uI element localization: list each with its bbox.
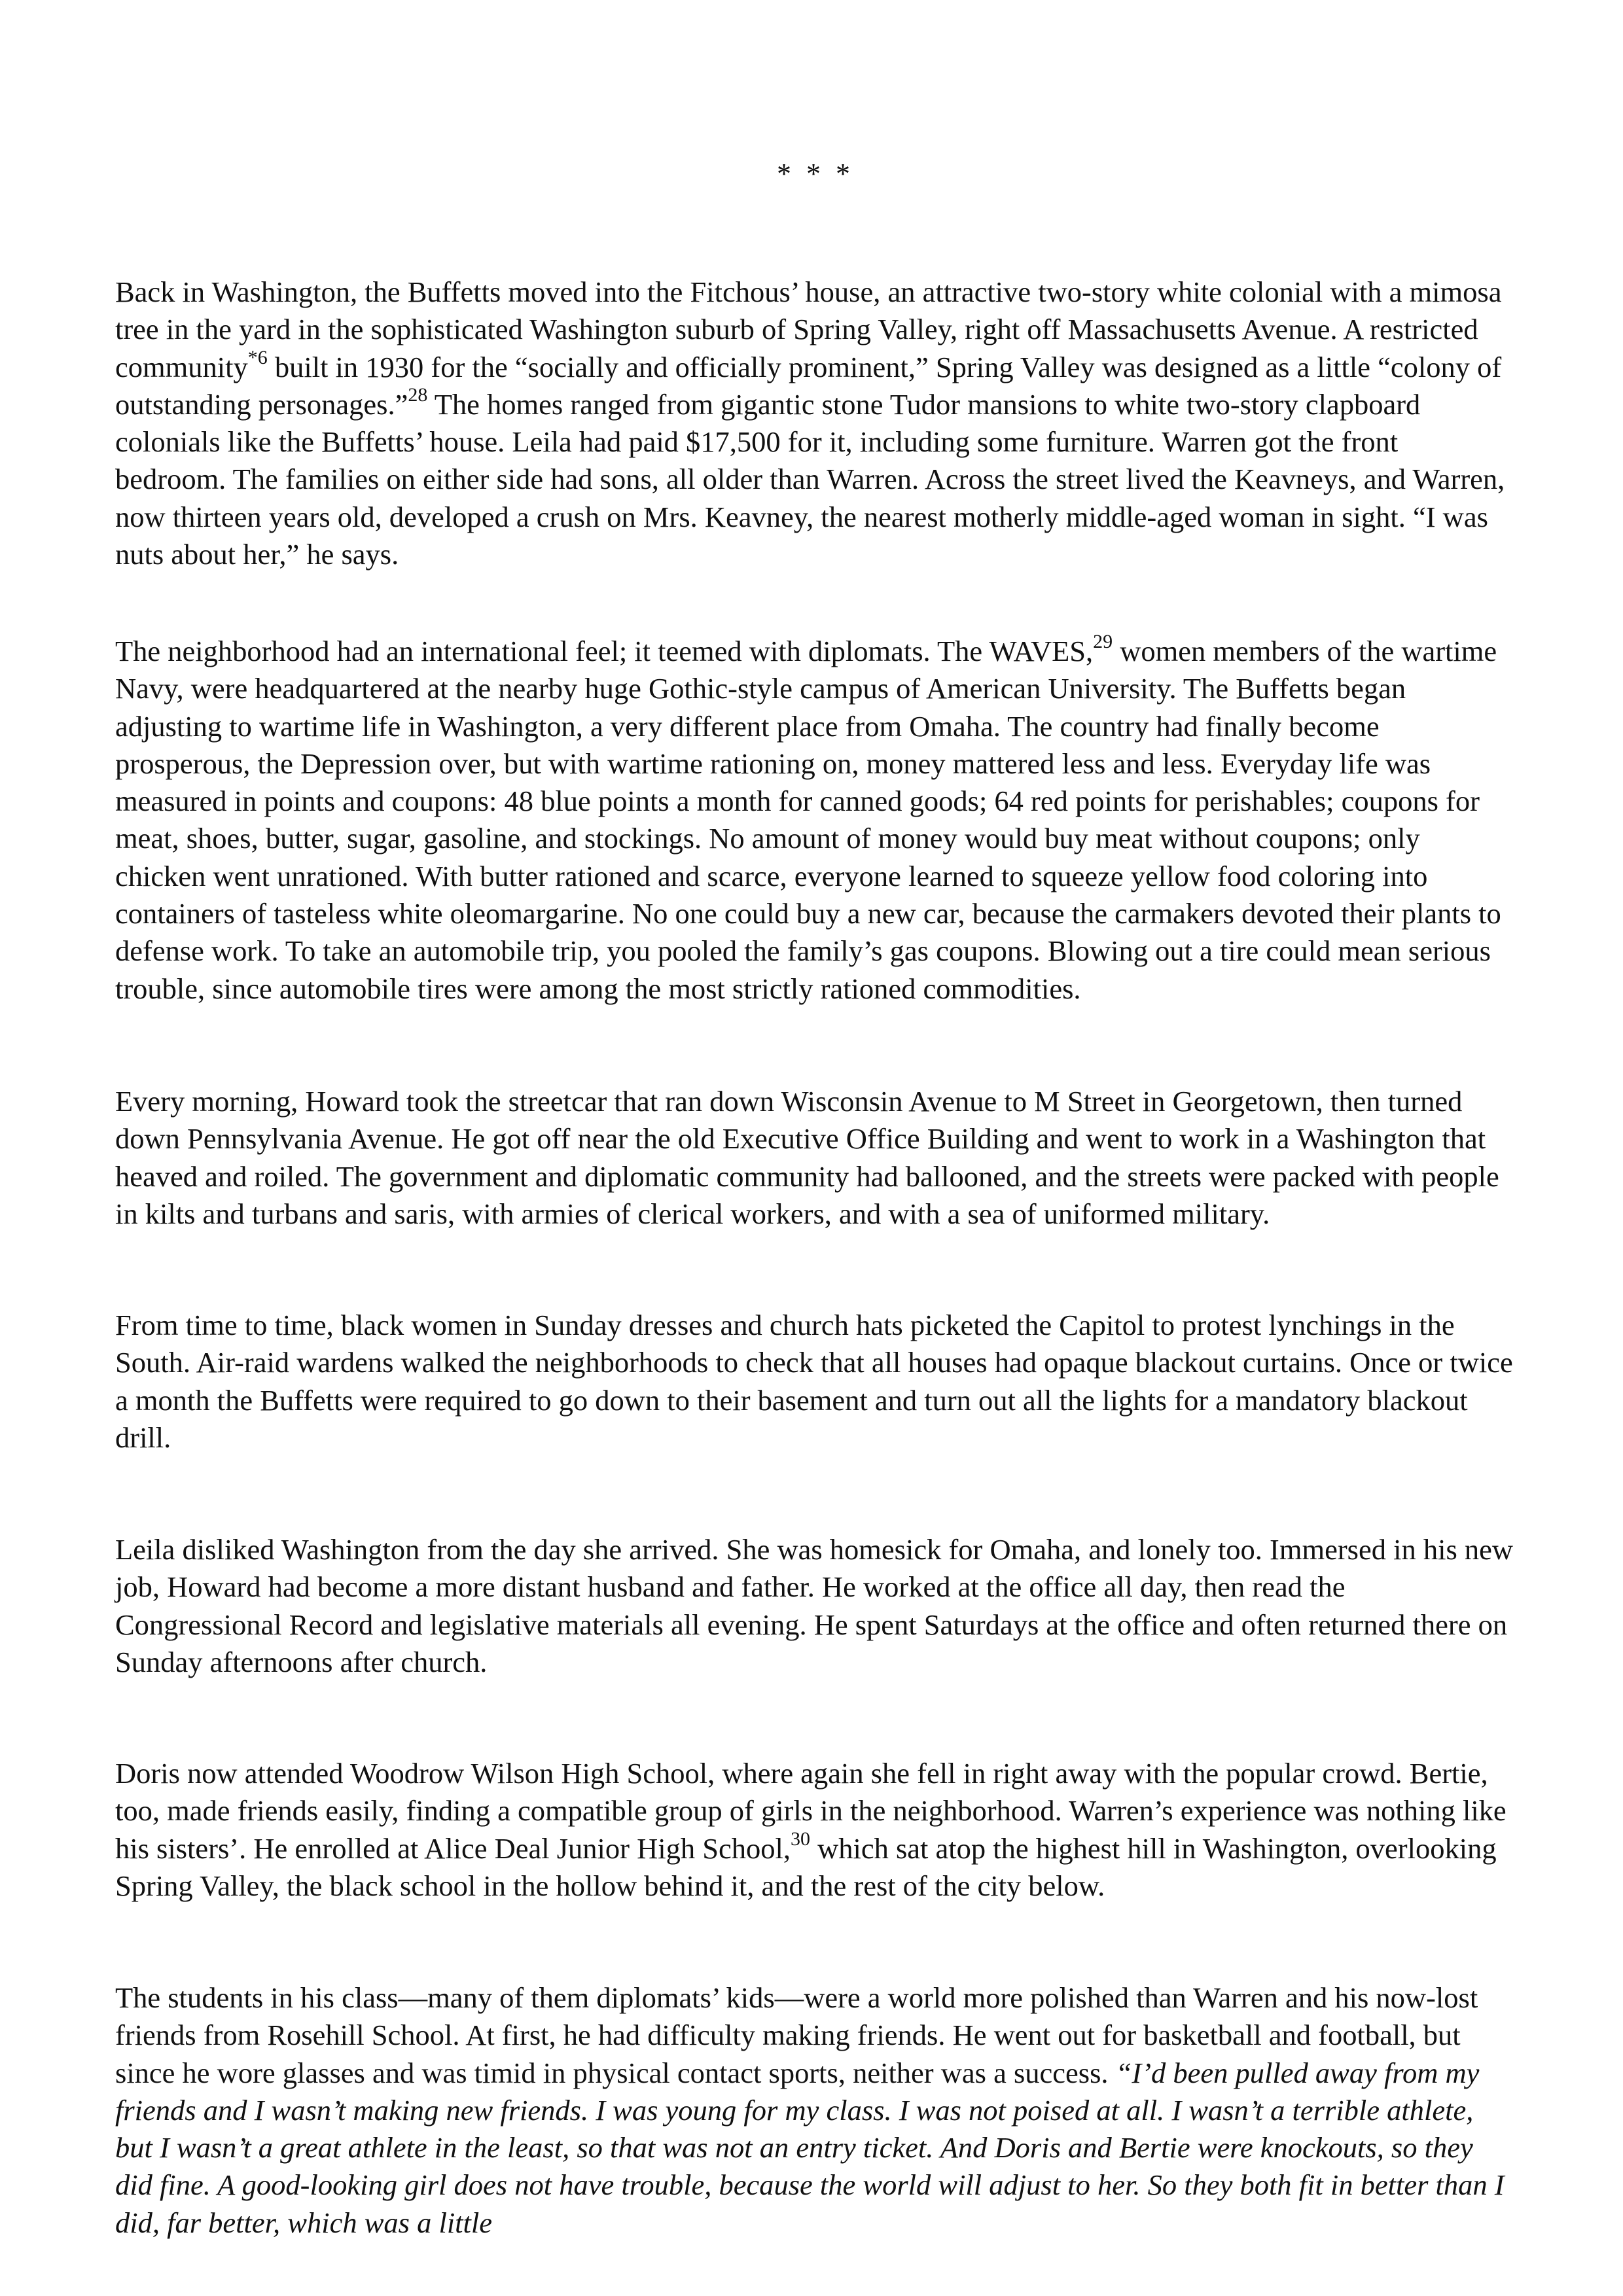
section-separator: * * * — [777, 158, 854, 190]
paragraph-classmates: The students in his class—many of them diplomats’ kids—were a world more polished than Warren and his now-lost friends from Rosehill School. At first, he had difficulty making friends. He went out for basketball and football, but since he wore glasses and was timid in physical contact sports, neither was a success. “I’d been pulled away from my friends and I wasn’t making new friends. I was young for my class. I was not poised at all. I wasn’t a terrible athlete, but I wasn’t a great athlete in the least, so that was not an entry ticket. And Doris and Bertie were knockouts, so they did fine. A good-looking girl does not have trouble, because the world will adjust to her. So they both fit in better than I did, far better, which was a little — [115, 1981, 1505, 2239]
footnote-marker[interactable]: *6 — [247, 346, 268, 368]
endnote-marker[interactable]: 30 — [790, 1828, 810, 1850]
paragraph-leila-homesick: Leila disliked Washington from the day she arrived. She was homesick for Omaha, and lonely too. Immersed in his new job, Howard had become a more distant husband and father. He worked at the office all day, then read the Congressional Record and legislative materials all evening. He spent Saturdays at the office and often returned there on Sunday afternoons after church. — [115, 1533, 1514, 1678]
paragraph-schools: Doris now attended Woodrow Wilson High School, where again she fell in right away with the popular crowd. Bertie, too, made friends easily, finding a compatible group of girls in the neighborhood. Warren’s experience was nothing like his sisters’. He enrolled at Alice Deal Junior High School,$^{30}$ which sat atop the highest hill in Washington, overlooking Spring Valley, the black school in the hollow behind it, and the rest of the city below. — [115, 1757, 1507, 1902]
endnote-marker[interactable]: 29 — [1093, 631, 1113, 652]
paragraph-wartime-life: The neighborhood had an international feel; it teemed with diplomats. The WAVES,$^{29}$ women members of the wartime Navy, were headquartered at the nearby huge Gothic-style campus of American University. The Buffetts began adjusting to wartime life in Washington, a very different place from Omaha. The country had finally become prosperous, the Depression over, but with wartime rationing on, money mattered less and less. Everyday life was measured in points and coupons: 48 blue points a month for canned goods; 64 red points for perishables; coupons for meat, shoes, butter, sugar, gasoline, and stockings. No amount of money would buy meat without coupons; only chicken went unrationed. With butter rationed and scarce, everyone learned to squeeze yellow food coloring into containers of tasteless white oleomargarine. No one could buy a new car, because the carmakers devoted their plants to defense work. To take an automobile trip, you pooled the family’s gas coupons. Blowing out a tire could mean serious trouble, since automobile tires were among the most strictly rationed commodities. — [115, 631, 1501, 1005]
paragraph-spring-valley: Back in Washington, the Buffetts moved into the Fitchous’ house, an attractive two-story white colonial with a mimosa tree in the yard in the sophisticated Washington suburb of Spring Valley, right off Massachusetts Avenue. A restricted community$^{*6}$ built in 1930 for the “socially and officially prominent,” Spring Valley was designed as a little “colony of outstanding personages.”$^{28}$ The homes ranged from gigantic stone Tudor mansions to white two-story clapboard colonials like the Buffetts’ house. Leila had paid $17,500 for it, including some furniture. Warren got the front bedroom. The families on either side had sons, all older than Warren. Across the street lived the Keavneys, and Warren, now thirteen years old, developed a crush on Mrs. Keavney, the nearest motherly middle-aged woman in sight. “I was nuts about her,” he says. — [115, 275, 1505, 571]
quotation-italic: “I’d been pulled away from my friends and I wasn’t making new friends. I was young for my class. I was not poised at all. I wasn’t a terrible athlete, but I wasn’t a great athlete in the least, so that was not an entry ticket. And Doris and Bertie were knockouts, so they did fine. A good-looking girl does not have trouble, because the world will adjust to her. So they both fit in better than I did, far better, which was a little — [115, 2056, 1505, 2239]
paragraph-blackout-drills: From time to time, black women in Sunday dresses and church hats picketed the Capitol to protest lynchings in the South. Air-raid wardens walked the neighborhoods to check that all houses had opaque blackout curtains. Once or twice a month the Buffetts were required to go down to their basement and turn out all the lights for a mandatory blackout drill. — [115, 1309, 1513, 1454]
paragraph-howard-commute: Every morning, Howard took the streetcar that ran down Wisconsin Avenue to M Street in Georgetown, then turned down Pennsylvania Avenue. He got off near the old Executive Office Building and went to work in a Washington that heaved and roiled. The government and diplomatic community had ballooned, and the streets were packed with people in kilts and turbans and saris, with armies of clerical workers, and with a sea of uniformed military. — [115, 1085, 1499, 1230]
endnote-marker[interactable]: 28 — [408, 383, 428, 406]
